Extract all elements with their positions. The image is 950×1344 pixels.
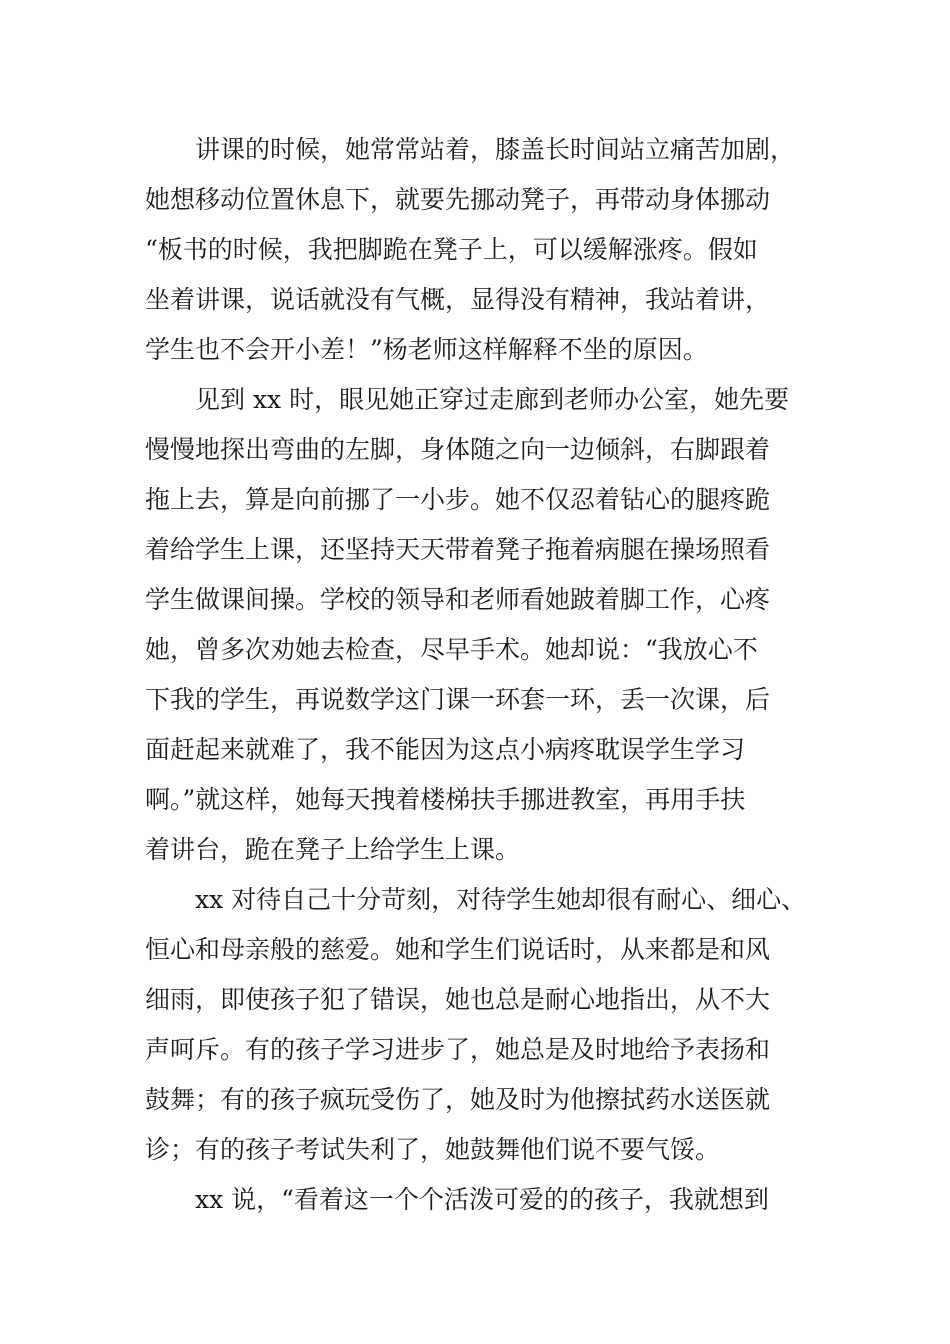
text-line: 着给学生上课，还坚持天天带着凳子拖着病腿在操场照看 (145, 535, 771, 564)
paragraph-1 (145, 125, 825, 375)
text-line: 坐着讲课，说话就没有气概，显得没有精神，我站着讲， (145, 285, 771, 314)
text-line: 拖上去，算是向前挪了一小步。她不仅忍着钻心的腿疼跪 (145, 485, 771, 514)
text-line: 她想移动位置休息下，就要先挪动凳子，再带动身体挪动 (145, 185, 771, 214)
text-line: 慢慢地探出弯曲的左脚，身体随之向一边倾斜，右脚跟着 (145, 435, 771, 464)
paragraph-4 (145, 1175, 825, 1225)
text-line: 她，曾多次劝她去检查，尽早手术。她却说：“我放心不 (145, 635, 758, 664)
text-line: 下我的学生，再说数学这门课一环套一环，丢一次课，后 (145, 685, 771, 714)
text-line: 学生也不会开小差！”杨老师这样解释不坐的原因。 (145, 335, 708, 364)
text-line: xx 对待自己十分苛刻，对待学生她却很有耐心、细心、 (195, 885, 807, 914)
text-line: 声呵斥。有的孩子学习进步了，她总是及时地给予表扬和 (145, 1035, 771, 1064)
text-line: 着讲台，跪在凳子上给学生上课。 (145, 835, 521, 864)
text-line: 讲课的时候，她常常站着，膝盖长时间站立痛苦加剧， (195, 135, 796, 164)
text-line: 恒心和母亲般的慈爱。她和学生们说话时，从来都是和风 (145, 935, 771, 964)
paragraph-2 (145, 375, 825, 875)
text-line: 啊。”就这样，她每天拽着楼梯扶手挪进教室，再用手扶 (145, 785, 746, 814)
text-line: 面赶起来就难了，我不能因为这点小病疼耽误学生学习 (145, 735, 746, 764)
text-line: 细雨，即使孩子犯了错误，她也总是耐心地指出，从不大 (145, 985, 771, 1014)
text-line: 学生做课间操。学校的领导和老师看她跛着脚工作，心疼 (145, 585, 771, 614)
text-line: 见到 xx 时，眼见她正穿过走廊到老师办公室，她先要 (195, 385, 790, 414)
text-line: 鼓舞；有的孩子疯玩受伤了，她及时为他擦拭药水送医就 (145, 1085, 771, 1114)
text-line: 诊；有的孩子考试失利了，她鼓舞他们说不要气馁。 (145, 1135, 721, 1164)
paragraph-3 (145, 875, 825, 1175)
document-body (145, 125, 825, 1225)
text-line: “板书的时候，我把脚跪在凳子上，可以缓解涨疼。假如 (145, 235, 758, 264)
text-line: xx 说，“看着这一个个活泼可爱的的孩子，我就想到 (195, 1185, 769, 1214)
